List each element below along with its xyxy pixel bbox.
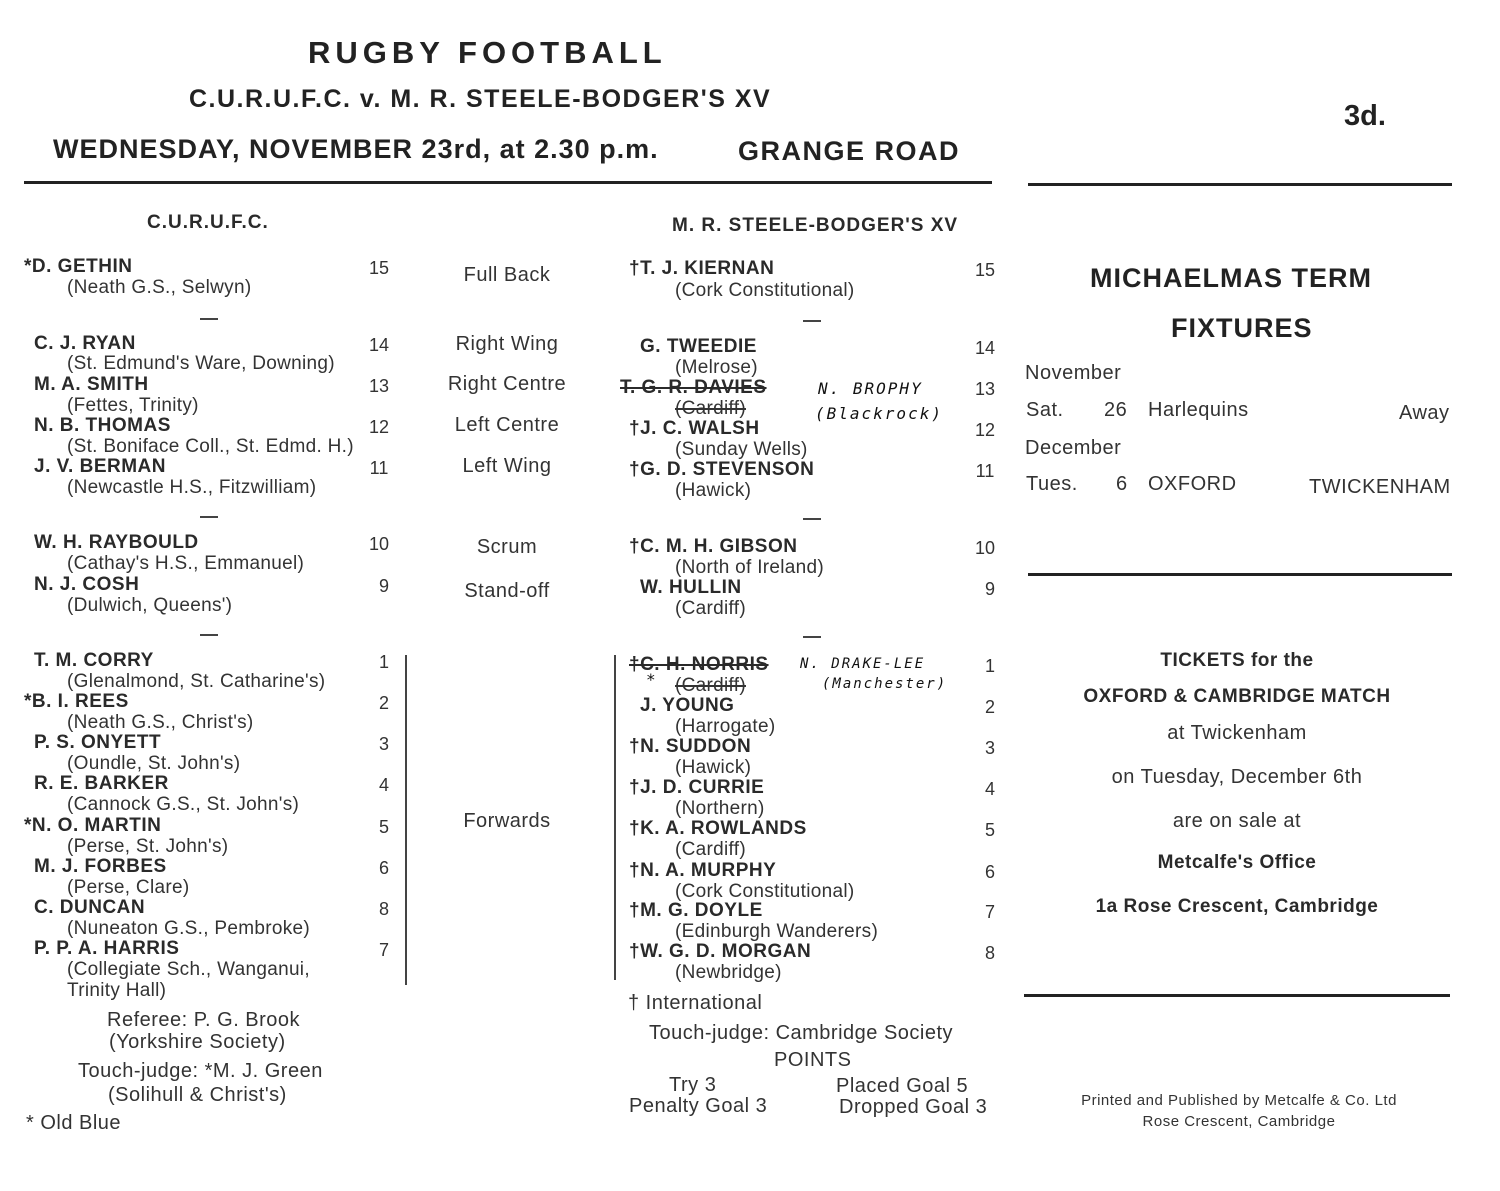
player-name: C. J. RYAN — [34, 333, 136, 354]
handwritten-star: * — [646, 670, 658, 689]
fixture-opponent: OXFORD — [1148, 473, 1237, 495]
player-club: (Melrose) — [675, 357, 758, 378]
player-club: (Neath G.S., Selwyn) — [67, 277, 252, 298]
player-name: J. YOUNG — [640, 695, 735, 716]
section-divider — [803, 636, 821, 638]
handwritten-substitute-name: N. DRAKE-LEE — [800, 656, 926, 672]
player-number: 3 — [984, 738, 995, 758]
fixture-month: November — [1025, 362, 1122, 384]
player-club: (Cork Constitutional) — [675, 280, 855, 301]
player-number: 7 — [378, 940, 389, 960]
player-club: (Cardiff) — [675, 839, 746, 860]
player-name: G. TWEEDIE — [640, 336, 757, 357]
player-number: 11 — [975, 461, 995, 481]
section-divider — [200, 318, 218, 320]
tickets-match: OXFORD & CAMBRIDGE MATCH — [1083, 686, 1391, 707]
player-number: 2 — [984, 697, 995, 717]
international-note: † International — [628, 992, 763, 1014]
tickets-address: 1a Rose Crescent, Cambridge — [1095, 896, 1379, 917]
player-name-struck: T. G. R. DAVIES — [620, 377, 767, 398]
player-number: 6 — [378, 858, 389, 878]
fixtures-top-rule — [1028, 183, 1452, 186]
fixture-day: Sat. — [1026, 399, 1064, 421]
player-number: 8 — [984, 943, 995, 963]
player-name: *B. I. REES — [24, 691, 129, 712]
player-name: T. M. CORRY — [34, 650, 154, 671]
player-club: (Nuneaton G.S., Pembroke) — [67, 918, 310, 939]
page-title: RUGBY FOOTBALL — [308, 35, 667, 70]
fixtures-title: MICHAELMAS TERM — [1090, 263, 1372, 293]
fixtures-bottom-rule — [1028, 573, 1452, 576]
player-club: (Perse, St. John's) — [67, 836, 229, 857]
player-number: 7 — [984, 902, 995, 922]
player-number: 5 — [984, 820, 995, 840]
player-number: 9 — [984, 579, 995, 599]
points-title: POINTS — [774, 1049, 852, 1071]
match-title: C.U.R.U.F.C. v. M. R. STEELE-BODGER'S XV — [189, 85, 772, 113]
player-number: 13 — [368, 376, 390, 396]
player-number: 1 — [984, 656, 995, 676]
points-placed-goal: Placed Goal 5 — [836, 1075, 969, 1097]
player-name: P. P. A. HARRIS — [34, 938, 180, 959]
referee-society: (Yorkshire Society) — [109, 1031, 286, 1053]
programme-price: 3d. — [1344, 100, 1386, 132]
old-blue-note: * Old Blue — [26, 1112, 122, 1134]
fixture-date: 26 — [1104, 399, 1128, 421]
player-club: (St. Boniface Coll., St. Edmd. H.) — [67, 436, 354, 457]
player-name: M. J. FORBES — [34, 856, 167, 877]
player-club: (Edinburgh Wanderers) — [675, 921, 879, 942]
section-divider — [803, 320, 821, 322]
fixtures-subtitle: FIXTURES — [1171, 313, 1313, 343]
player-name: J. V. BERMAN — [34, 456, 166, 477]
position-label: Scrum — [476, 536, 538, 558]
tickets-date: on Tuesday, December 6th — [1111, 766, 1363, 788]
player-name: C. DUNCAN — [34, 897, 146, 918]
player-name-struck: †C. H. NORRIS — [629, 654, 769, 675]
fixture-day: Tues. — [1026, 473, 1078, 495]
player-number: 15 — [368, 258, 390, 278]
player-club: (Cathay's H.S., Emmanuel) — [67, 553, 305, 574]
fixture-month: December — [1025, 437, 1122, 459]
points-dropped-goal: Dropped Goal 3 — [839, 1096, 988, 1118]
player-club: Trinity Hall) — [67, 980, 167, 1001]
tickets-heading: TICKETS for the — [1160, 650, 1314, 671]
printer-address: Rose Crescent, Cambridge — [1142, 1113, 1336, 1130]
match-time: WEDNESDAY, NOVEMBER 23rd, at 2.30 p.m. — [53, 134, 659, 164]
player-name: P. S. ONYETT — [34, 732, 162, 753]
home-team-title: C.U.R.U.F.C. — [147, 212, 269, 233]
player-club: (Neath G.S., Christ's) — [67, 712, 254, 733]
player-club: (Cardiff) — [675, 598, 746, 619]
player-name: W. H. RAYBOULD — [34, 532, 199, 553]
player-number: 14 — [368, 335, 390, 355]
player-name: *N. O. MARTIN — [24, 815, 162, 836]
player-name: †W. G. D. MORGAN — [629, 941, 812, 962]
player-club: (Northern) — [675, 798, 765, 819]
player-number: 15 — [974, 260, 996, 280]
forwards-bracket-right — [614, 655, 616, 980]
player-number: 14 — [974, 338, 996, 358]
tickets-bottom-rule — [1024, 994, 1450, 997]
player-name: †N. A. MURPHY — [629, 860, 777, 881]
home-touch-judge: Touch-judge: *M. J. Green — [78, 1060, 323, 1082]
player-name: N. J. COSH — [34, 574, 140, 595]
player-number: 6 — [984, 862, 995, 882]
points-penalty-goal: Penalty Goal 3 — [629, 1095, 768, 1117]
player-number: 9 — [378, 576, 389, 596]
player-club: (Dulwich, Queens') — [67, 595, 233, 616]
player-club: (Glenalmond, St. Catharine's) — [67, 671, 326, 692]
position-label: Left Centre — [454, 414, 560, 436]
home-touch-judge-club: (Solihull & Christ's) — [108, 1084, 287, 1106]
position-label: Right Centre — [447, 373, 567, 395]
fixture-opponent: Harlequins — [1148, 399, 1249, 421]
position-label: Right Wing — [455, 333, 559, 355]
fixture-venue: Away — [1399, 402, 1450, 424]
player-number: 12 — [368, 417, 390, 437]
player-name: †T. J. KIERNAN — [629, 258, 775, 279]
player-club: (Collegiate Sch., Wanganui, — [67, 959, 310, 980]
player-number: 13 — [974, 379, 996, 399]
away-team-title: M. R. STEELE-BODGER'S XV — [672, 215, 959, 236]
forwards-bracket-left — [405, 655, 407, 985]
player-club: (Newbridge) — [675, 962, 782, 983]
player-name: N. B. THOMAS — [34, 415, 171, 436]
away-touch-judge: Touch-judge: Cambridge Society — [649, 1022, 954, 1044]
player-name: M. A. SMITH — [34, 374, 149, 395]
player-number: 4 — [984, 779, 995, 799]
fixture-venue: TWICKENHAM — [1309, 476, 1451, 498]
player-name: †M. G. DOYLE — [629, 900, 763, 921]
player-club: (Cork Constitutional) — [675, 881, 855, 902]
player-club: (Oundle, St. John's) — [67, 753, 241, 774]
printer-line: Printed and Published by Metcalfe & Co. Ltd — [1081, 1092, 1397, 1109]
player-name: R. E. BARKER — [34, 773, 169, 794]
position-label: Forwards — [463, 810, 551, 832]
player-number: 11 — [369, 458, 389, 478]
points-try: Try 3 — [669, 1074, 717, 1096]
player-club-struck: (Cardiff) — [675, 675, 746, 696]
match-venue: GRANGE ROAD — [738, 136, 961, 166]
position-label: Full Back — [463, 264, 551, 286]
position-label: Stand-off — [464, 580, 550, 602]
section-divider — [200, 516, 218, 518]
fixture-date: 6 — [1116, 473, 1128, 495]
referee: Referee: P. G. Brook — [107, 1009, 301, 1031]
handwritten-substitute-club: (Blackrock) — [815, 404, 943, 423]
player-number: 12 — [974, 420, 996, 440]
player-name: †K. A. ROWLANDS — [629, 818, 807, 839]
player-club: (Newcastle H.S., Fitzwilliam) — [67, 477, 317, 498]
player-name: †C. M. H. GIBSON — [629, 536, 798, 557]
player-name: W. HULLIN — [640, 577, 742, 598]
handwritten-substitute-name: N. BROPHY — [818, 379, 923, 398]
player-club: (Sunday Wells) — [675, 439, 808, 460]
player-club: (Fettes, Trinity) — [67, 395, 199, 416]
handwritten-substitute-club: (Manchester) — [822, 676, 948, 692]
section-divider — [200, 634, 218, 636]
player-club: (Hawick) — [675, 757, 752, 778]
player-number: 2 — [378, 693, 389, 713]
player-club: (Harrogate) — [675, 716, 776, 737]
player-number: 5 — [378, 817, 389, 837]
tickets-office: Metcalfe's Office — [1157, 852, 1317, 873]
player-number: 10 — [974, 538, 996, 558]
player-name: †J. C. WALSH — [629, 418, 760, 439]
player-club: (Cannock G.S., St. John's) — [67, 794, 300, 815]
player-number: 10 — [368, 534, 390, 554]
tickets-venue: at Twickenham — [1167, 722, 1307, 744]
player-number: 3 — [378, 734, 389, 754]
tickets-sale: are on sale at — [1172, 810, 1302, 832]
section-divider — [803, 518, 821, 520]
position-label: Left Wing — [462, 455, 552, 477]
player-club: (Perse, Clare) — [67, 877, 190, 898]
player-number: 1 — [378, 652, 389, 672]
player-number: 4 — [378, 775, 389, 795]
player-club-struck: (Cardiff) — [675, 398, 746, 419]
player-number: 8 — [378, 899, 389, 919]
player-name: *D. GETHIN — [24, 256, 133, 277]
player-club: (North of Ireland) — [675, 557, 825, 578]
player-club: (Hawick) — [675, 480, 752, 501]
player-name: †N. SUDDON — [629, 736, 752, 757]
player-name: †G. D. STEVENSON — [629, 459, 815, 480]
player-name: †J. D. CURRIE — [629, 777, 765, 798]
header-rule — [24, 181, 992, 184]
player-club: (St. Edmund's Ware, Downing) — [67, 353, 335, 374]
